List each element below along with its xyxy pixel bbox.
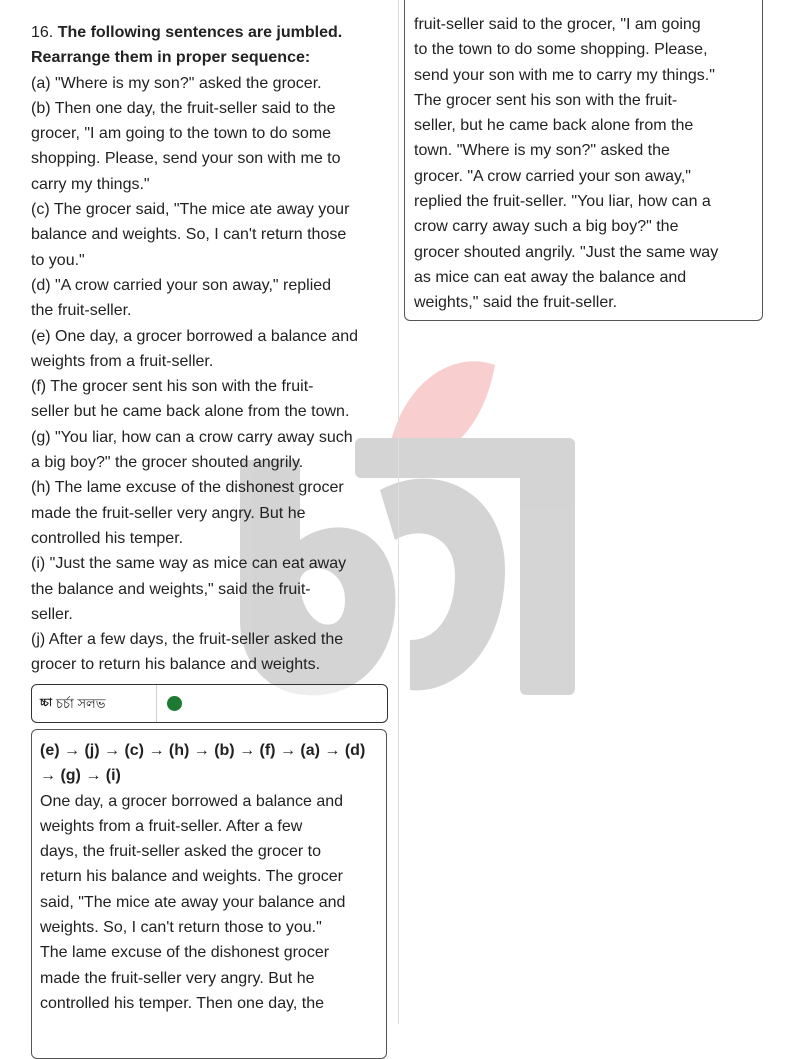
answer-continued-box — [404, 0, 763, 321]
answer-line — [40, 940, 378, 965]
text-run: grocer, "I am going to the town to do some — [31, 125, 332, 143]
text-run: made the fruit-seller very angry. But he — [40, 969, 315, 987]
question-line — [31, 121, 393, 146]
text-run: a big boy?" the grocer shouted angrily. — [31, 454, 304, 472]
text-run: weights from a fruit-seller. After a few — [40, 817, 303, 835]
question-line — [31, 71, 393, 96]
text-run: weights. So, I can't return those to you." — [40, 919, 322, 937]
answer-line: fruit-seller said to the grocer, "I am going — [414, 16, 701, 33]
text-run: grocer to return his balance and weights. — [31, 656, 321, 674]
text-run: balance and weights. So, I can't return those — [31, 226, 347, 244]
question-line — [31, 577, 393, 602]
text-run: the balance and weights," said the fruit- — [31, 580, 311, 598]
question-line — [31, 374, 393, 399]
question-line — [31, 450, 393, 475]
question-line — [31, 222, 393, 247]
answer-line — [40, 890, 378, 915]
question-line — [31, 324, 393, 349]
answer-line: The grocer sent his son with the fruit- — [414, 91, 678, 109]
answer-line: to the town to do some shopping. Please, — [414, 41, 708, 59]
solution-badge-label-cell — [32, 685, 157, 722]
answer-line — [40, 864, 378, 889]
text-run: made the fruit-seller very angry. But he — [31, 504, 306, 522]
text-run: (h) The lame excuse of the dishonest grocer — [31, 479, 344, 497]
text-run: controlled his temper. Then one day, the — [40, 994, 325, 1012]
text-run: return his balance and weights. The grocer — [40, 868, 343, 886]
text-run: weights from a fruit-seller. — [31, 352, 214, 370]
answer-line: grocer shouted angrily. "Just the same way — [414, 243, 719, 261]
text-run: (g) "You liar, how can a crow carry away such — [31, 428, 353, 446]
question-line — [31, 273, 393, 298]
question-line — [31, 627, 393, 652]
column-divider — [398, 0, 399, 1024]
question-line — [31, 501, 393, 526]
text-run: (a) "Where is my son?" asked the grocer. — [31, 74, 322, 92]
text-run: Rearrange them in proper sequence: — [31, 49, 311, 67]
answer-line: replied the fruit-seller. "You liar, how can a — [414, 193, 711, 211]
question-line — [31, 399, 393, 424]
answer-line: weights," said the fruit-seller. — [414, 294, 618, 312]
text-run: (f) The grocer sent his son with the fruit- — [31, 378, 314, 396]
answer-line — [40, 966, 378, 991]
answer-line — [40, 814, 378, 839]
question-line — [31, 197, 393, 222]
answer-line — [40, 738, 378, 763]
text-run: controlled his temper. — [31, 529, 184, 547]
question-line — [31, 349, 393, 374]
text-run: (b) Then one day, the fruit-seller said to the — [31, 99, 336, 117]
question-line — [31, 298, 393, 323]
answer-line: send your son with me to carry my things." — [414, 66, 715, 84]
text-run: days, the fruit-seller asked the grocer to — [40, 843, 322, 861]
text-run: (j) After a few days, the fruit-seller asked the — [31, 631, 344, 649]
text-run: seller. — [31, 605, 73, 623]
answer-line: as mice can eat away the balance and — [414, 268, 687, 286]
watermark-letterform-right — [520, 440, 575, 695]
question-text — [31, 20, 393, 678]
text-run: The following sentences are jumbled. — [57, 24, 343, 41]
answer-line — [40, 789, 378, 814]
text-run: the fruit-seller. — [31, 302, 132, 320]
watermark-leaf-shape — [390, 361, 495, 465]
question-line — [31, 45, 393, 70]
text-run: One day, a grocer borrowed a balance and — [40, 792, 344, 810]
text-run: to you." — [31, 251, 85, 269]
status-dot-icon — [167, 696, 182, 711]
answer-line — [40, 915, 378, 940]
question-line — [31, 551, 393, 576]
question-line — [31, 96, 393, 121]
text-run: (c) The grocer said, "The mice ate away your — [31, 201, 350, 219]
question-line — [31, 146, 393, 171]
answer-line — [40, 763, 378, 788]
question-line — [31, 526, 393, 551]
answer-box — [31, 729, 387, 1059]
text-run: (d) "A crow carried your son away," replied — [31, 276, 332, 294]
answer-line — [40, 839, 378, 864]
text-run: carry my things." — [31, 175, 150, 193]
answer-line — [40, 991, 378, 1016]
text-run: (e) → (j) → (c) → (h) → (b) → (f) → (a) → (d) — [40, 742, 366, 759]
charcha-logo-icon: চ্চা — [40, 696, 53, 709]
answer-line: crow carry away such a big boy?" the — [414, 218, 679, 236]
text-run: seller but he came back alone from the town. — [31, 403, 350, 421]
text-run: (e) One day, a grocer borrowed a balance and — [31, 327, 359, 345]
text-run: The lame excuse of the dishonest grocer — [40, 944, 330, 962]
text-run: (i) "Just the same way as mice can eat away — [31, 555, 347, 573]
question-line — [31, 20, 393, 45]
answer-line: grocer. "A crow carried your son away," — [414, 167, 691, 185]
question-line — [31, 652, 393, 677]
text-run: shopping. Please, send your son with me to — [31, 150, 341, 168]
question-line — [31, 248, 393, 273]
question-line — [31, 602, 393, 627]
question-line — [31, 475, 393, 500]
question-line — [31, 172, 393, 197]
text-run: → (g) → (i) — [40, 767, 121, 785]
answer-line: seller, but he came back alone from the — [414, 117, 694, 135]
solution-badge-label: চর্চা সলভ — [56, 695, 106, 711]
text-run: 16. — [31, 24, 58, 41]
text-run: said, "The mice ate away your balance and — [40, 893, 346, 911]
question-line — [31, 425, 393, 450]
solution-badge-bar — [31, 684, 388, 723]
answer-line: town. "Where is my son?" asked the — [414, 142, 670, 160]
